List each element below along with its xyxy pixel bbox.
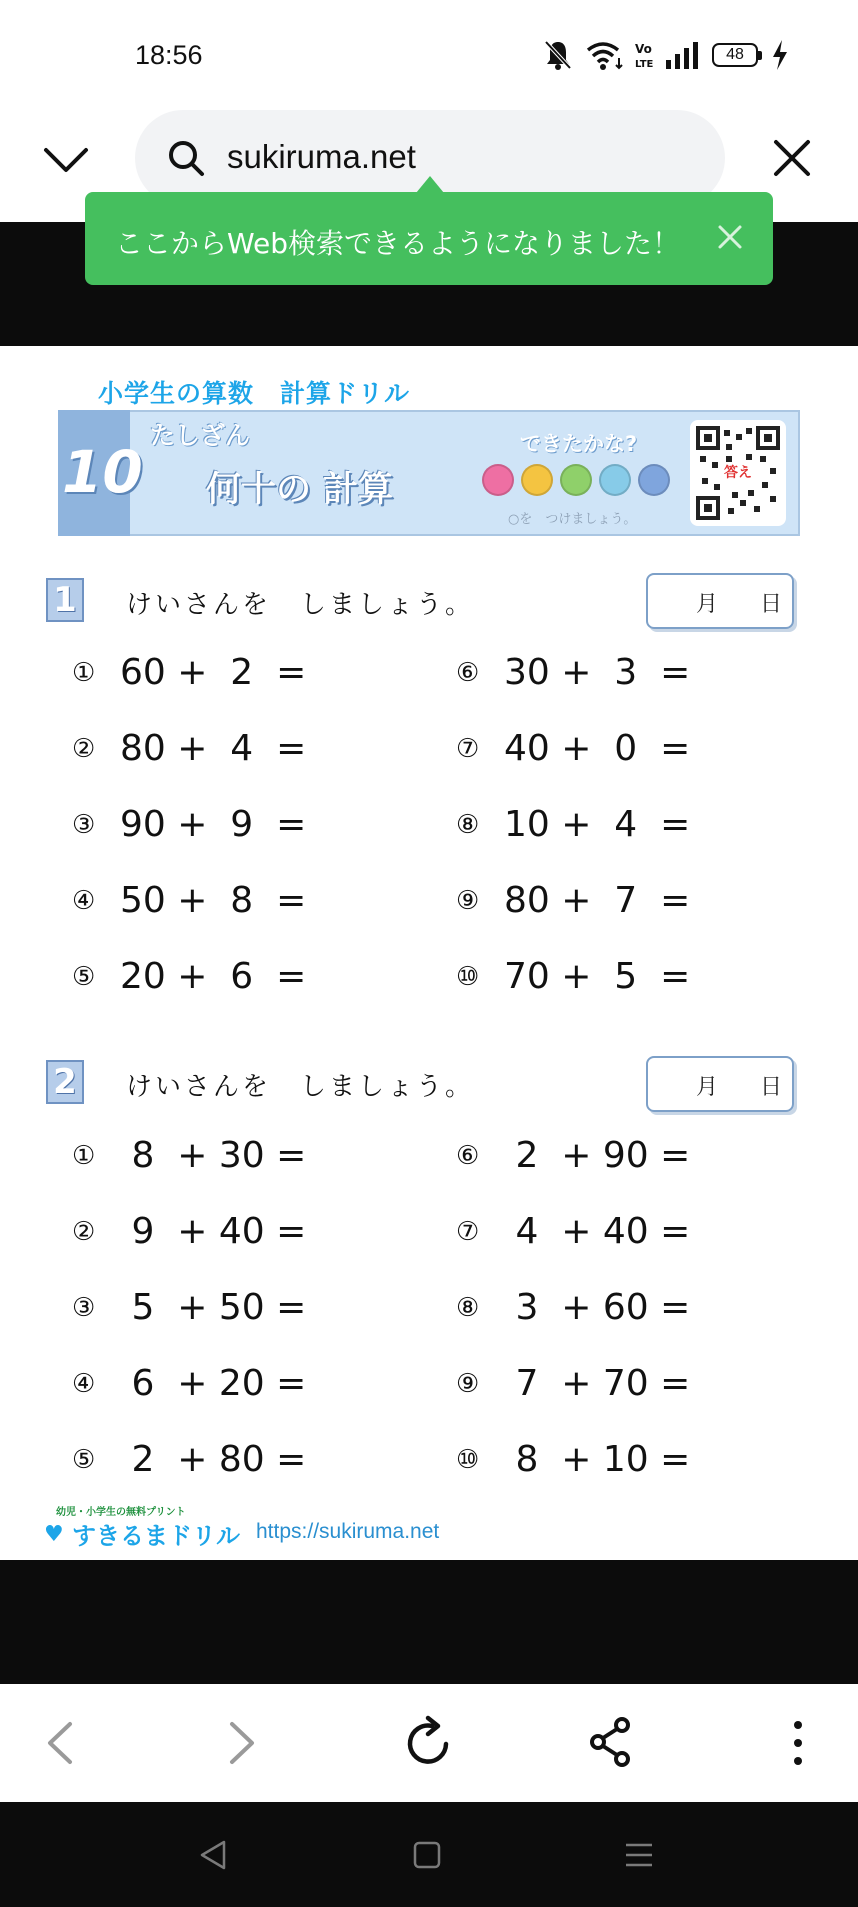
mute-icon	[543, 38, 573, 72]
back-icon[interactable]	[40, 1718, 80, 1768]
more-icon[interactable]	[786, 1718, 810, 1768]
face-sad-icon	[599, 464, 631, 496]
section-1-date-box	[646, 573, 794, 629]
search-icon	[166, 138, 206, 178]
date-month-label: 月	[696, 1075, 719, 1100]
date-month-label: 月	[696, 592, 719, 617]
battery-tip	[758, 51, 762, 60]
section-2-date-box	[646, 1056, 794, 1112]
date-day-label: 日	[760, 1075, 783, 1100]
face-happy-icon	[521, 464, 553, 496]
svg-text:Vo: Vo	[635, 42, 652, 56]
reload-icon[interactable]	[402, 1714, 456, 1770]
banner-subtitle: たしざん	[150, 421, 251, 450]
signal-icon	[664, 38, 702, 72]
banner-number: 10	[62, 438, 143, 506]
banner-note: ○を つけましょう。	[508, 512, 637, 527]
forward-icon[interactable]	[222, 1718, 262, 1768]
date-day-label: 日	[760, 592, 783, 617]
face-neutral-icon	[560, 464, 592, 496]
section-2-title: けいさんを しましょう。	[126, 1072, 475, 1102]
toast-close-icon[interactable]	[713, 220, 747, 254]
battery-icon: 48	[712, 43, 758, 67]
page-dark-margin-bottom	[0, 1560, 858, 1684]
wifi-icon	[586, 38, 624, 72]
qr-answer-label: 答え	[724, 465, 752, 481]
close-icon[interactable]	[770, 136, 814, 180]
address-url[interactable]: sukiruma.net	[227, 138, 416, 175]
banner-question: できたかな?	[520, 432, 638, 456]
volte-icon	[634, 38, 656, 72]
footer-logo: すきるまドリル	[72, 1522, 240, 1550]
section-1-title: けいさんを しましょう。	[126, 590, 475, 620]
heart-icon: ♥	[44, 1522, 64, 1547]
face-very-sad-icon	[638, 464, 670, 496]
section-2-number: 2	[46, 1060, 84, 1104]
nav-home-icon[interactable]	[410, 1838, 444, 1872]
share-icon[interactable]	[588, 1716, 634, 1768]
toast-message: ここからWeb検索できるようになりました！	[115, 227, 681, 260]
footer-url-link[interactable]: https://sukiruma.net	[256, 1520, 440, 1543]
face-very-happy-icon	[482, 464, 514, 496]
banner-title: 何十の 計算	[206, 470, 394, 510]
section-1-number: 1	[46, 578, 84, 622]
status-time: 18:56	[135, 40, 203, 70]
nav-back-icon[interactable]	[196, 1838, 230, 1872]
toast-pointer	[416, 176, 444, 193]
worksheet-header-title: 小学生の算数 計算ドリル	[98, 379, 411, 408]
collapse-chevron-icon[interactable]	[40, 140, 92, 180]
nav-recents-icon[interactable]	[622, 1838, 656, 1872]
charging-icon	[770, 38, 790, 72]
svg-text:LTE: LTE	[635, 59, 654, 70]
footer-tagline: 幼児・小学生の無料プリント	[56, 1507, 186, 1518]
